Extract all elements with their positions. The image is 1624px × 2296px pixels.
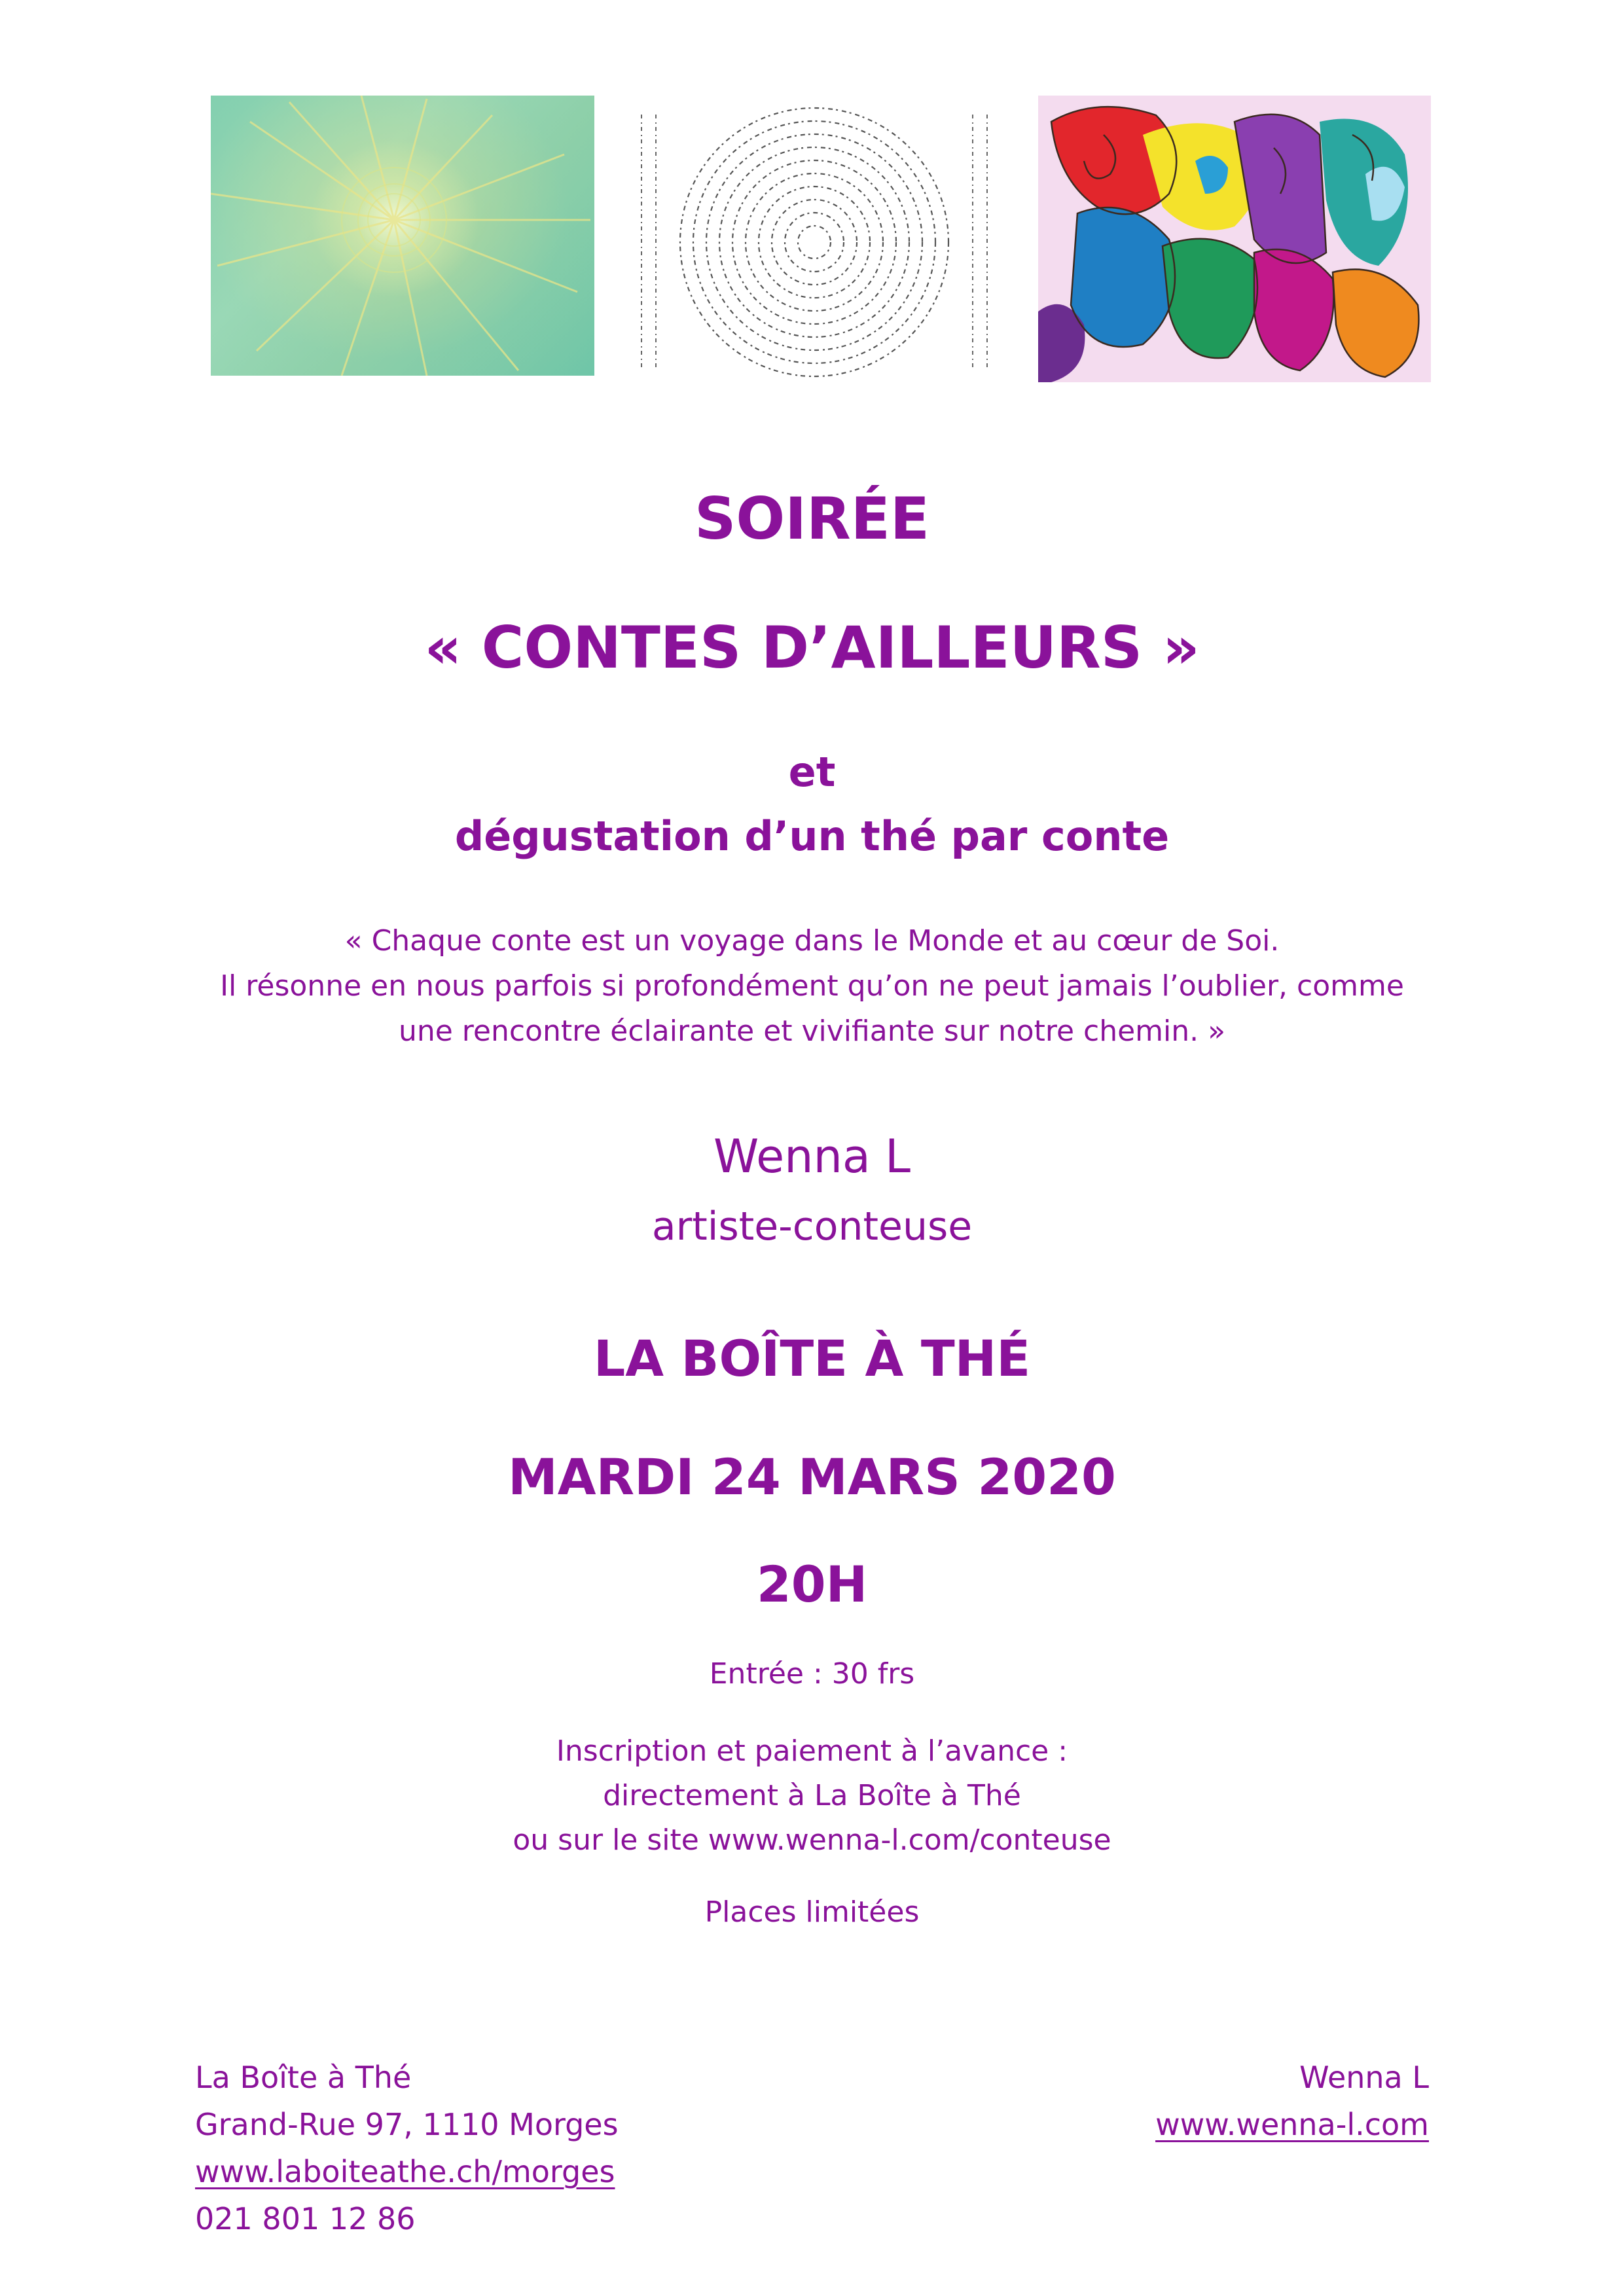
- event-date: MARDI 24 MARS 2020: [508, 1448, 1116, 1506]
- subtitle-connector: et: [788, 748, 836, 796]
- quote-line: « Chaque conte est un voyage dans le Monde et au cœur de Soi.: [344, 924, 1280, 958]
- subtitle-tasting: dégustation d’un thé par conte: [454, 812, 1170, 860]
- entry-price: Entrée : 30 frs: [709, 1657, 915, 1691]
- colorful-abstract-drawing: [1038, 96, 1431, 382]
- footer-venue-website-link[interactable]: www.laboiteathe.ch/morges: [195, 2154, 615, 2189]
- places-limited-note: Places limitées: [704, 1895, 920, 1929]
- green-radiant-painting: [211, 96, 594, 376]
- artist-name: Wenna L: [713, 1130, 911, 1183]
- radiant-lines: [211, 96, 594, 376]
- footer-venue-address: Grand-Rue 97, 1110 Morges: [195, 2107, 619, 2142]
- registration-line: ou sur le site www.wenna-l.com/conteuse: [513, 1823, 1111, 1857]
- calligraphy-spiral-drawing: [628, 101, 1000, 383]
- page-title: SOIRÉE: [695, 485, 929, 552]
- registration-line: Inscription et paiement à l’avance :: [556, 1734, 1068, 1768]
- footer-artist-contact: [1155, 2054, 1429, 2148]
- registration-line: directement à La Boîte à Thé: [603, 1779, 1021, 1812]
- event-title: « CONTES D’AILLEURS »: [424, 614, 1200, 681]
- artist-role: artiste-conteuse: [651, 1204, 973, 1249]
- event-time: 20H: [756, 1555, 868, 1613]
- abstract-shapes: [1038, 96, 1431, 382]
- spiral-script: [628, 101, 1000, 383]
- footer-venue-phone: 021 801 12 86: [195, 2201, 416, 2236]
- footer-artist-name: Wenna L: [1299, 2060, 1429, 2095]
- venue-name: LA BOÎTE À THÉ: [593, 1329, 1031, 1388]
- footer-artist-website-link[interactable]: www.wenna-l.com: [1155, 2107, 1429, 2142]
- quote-line: une rencontre éclairante et vivifiante sur notre chemin. »: [398, 1014, 1226, 1048]
- footer-venue-name: La Boîte à Thé: [195, 2060, 412, 2095]
- quote-line: Il résonne en nous parfois si profondément qu’on ne peut jamais l’oublier, comme: [220, 969, 1404, 1003]
- footer-venue-contact: [195, 2054, 619, 2242]
